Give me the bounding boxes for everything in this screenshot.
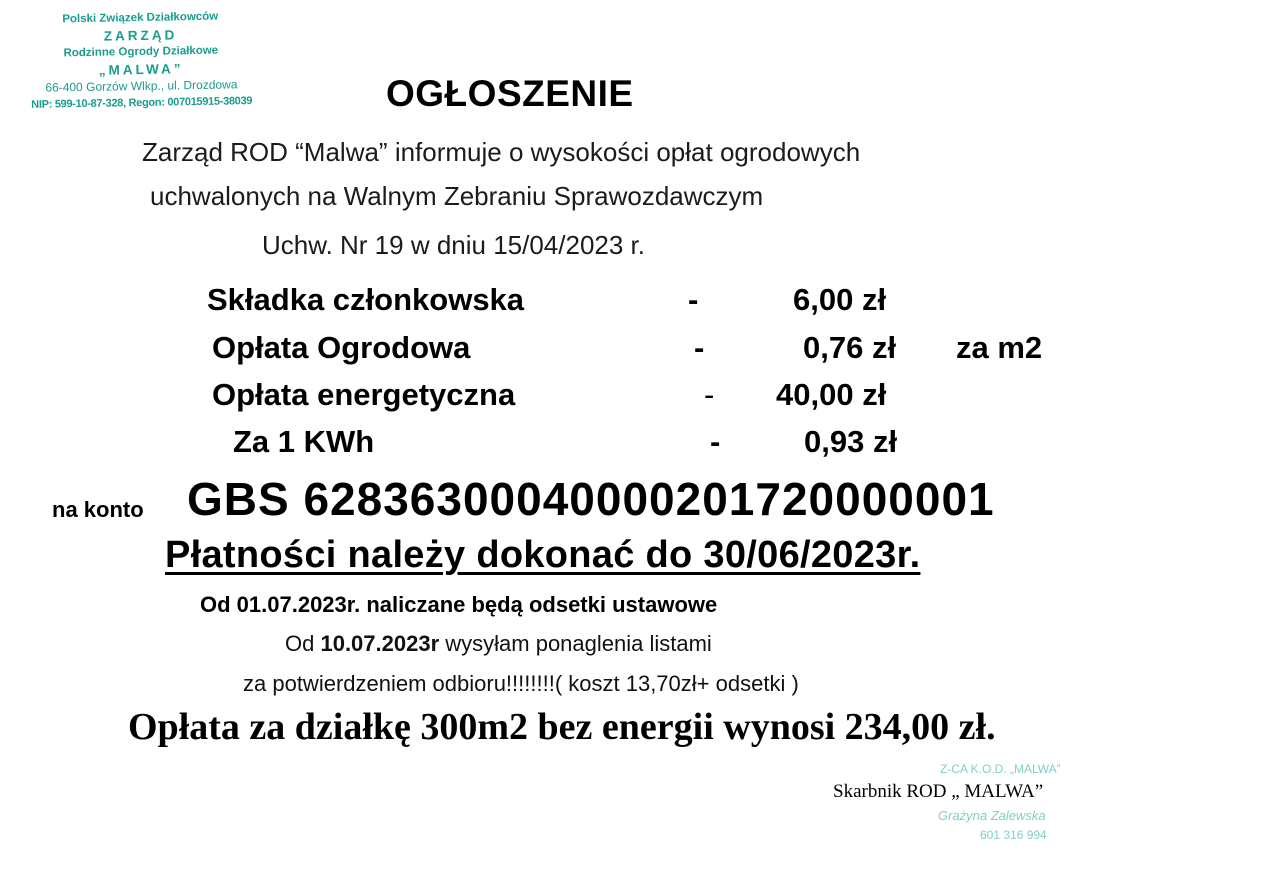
fee-amount-garden: 0,76 zł	[803, 330, 897, 365]
fee-unit-garden: za m2	[956, 330, 1043, 365]
fee-amount-kwh: 0,93 zł	[804, 424, 898, 459]
stamp2-line-phone: 601 316 994	[980, 828, 1047, 842]
fee-dash: -	[704, 377, 715, 412]
treasurer-signature: Skarbnik ROD „ MALWA”	[833, 781, 1044, 802]
intro-line-2: uchwalonych na Walnym Zebraniu Sprawozdawczym	[150, 181, 764, 211]
association-stamp	[5, 8, 277, 115]
fee-dash: -	[688, 282, 699, 317]
fee-dash: -	[710, 424, 721, 459]
stamp2-line-name: Grażyna Zalewska	[938, 808, 1046, 823]
account-number: GBS 62836300040000201720000001	[187, 473, 995, 525]
fee-label-membership: Składka członkowska	[207, 282, 525, 317]
stamp2-line-title: Z-CA K.O.D. „MALWA”	[940, 762, 1061, 776]
reminder-date: 10.07.2023r	[320, 631, 440, 656]
account-label: na konto	[52, 497, 144, 522]
fee-amount-membership: 6,00 zł	[793, 282, 887, 317]
document-title: OGŁOSZENIE	[386, 73, 634, 114]
stamp-line-board: ZARZĄD	[103, 27, 178, 44]
summary-total: Opłata za działkę 300m2 bez energii wynosi 234,00 zł.	[128, 706, 996, 748]
reminder-prefix: Od	[285, 631, 321, 656]
resolution-line: Uchw. Nr 19 w dniu 15/04/2023 r.	[262, 230, 646, 260]
stamp-line-nip: NIP: 599-10-87-328, Regon: 007015915-38039	[31, 95, 253, 111]
reminder-line-2: za potwierdzeniem odbioru!!!!!!!!( koszt 13,70zł+ odsetki )	[243, 671, 799, 696]
intro-line-1: Zarząd ROD “Malwa” informuje o wysokości opłat ogrodowych	[142, 137, 861, 167]
interest-notice: Od 01.07.2023r. naliczane będą odsetki ustawowe	[200, 592, 718, 617]
payment-deadline: Płatności należy dokonać do 30/06/2023r.	[165, 534, 921, 576]
reminder-rest: wysyłam ponaglenia listami	[439, 631, 712, 656]
stamp-line-association: Polski Związek Działkowców	[62, 10, 219, 26]
stamp-line-name: „MALWA”	[98, 61, 184, 78]
fee-dash: -	[694, 330, 705, 365]
fee-label-kwh: Za 1 KWh	[233, 424, 375, 459]
fee-amount-energy: 40,00 zł	[776, 377, 887, 412]
stamp-line-gardens: Rodzinne Ogrody Działkowe	[63, 44, 219, 60]
reminder-line-1	[285, 631, 712, 657]
fee-label-energy: Opłata energetyczna	[212, 377, 516, 412]
stamp-line-address: 66-400 Gorzów Wlkp., ul. Drozdowa	[45, 77, 238, 95]
fee-label-garden: Opłata Ogrodowa	[212, 330, 471, 365]
